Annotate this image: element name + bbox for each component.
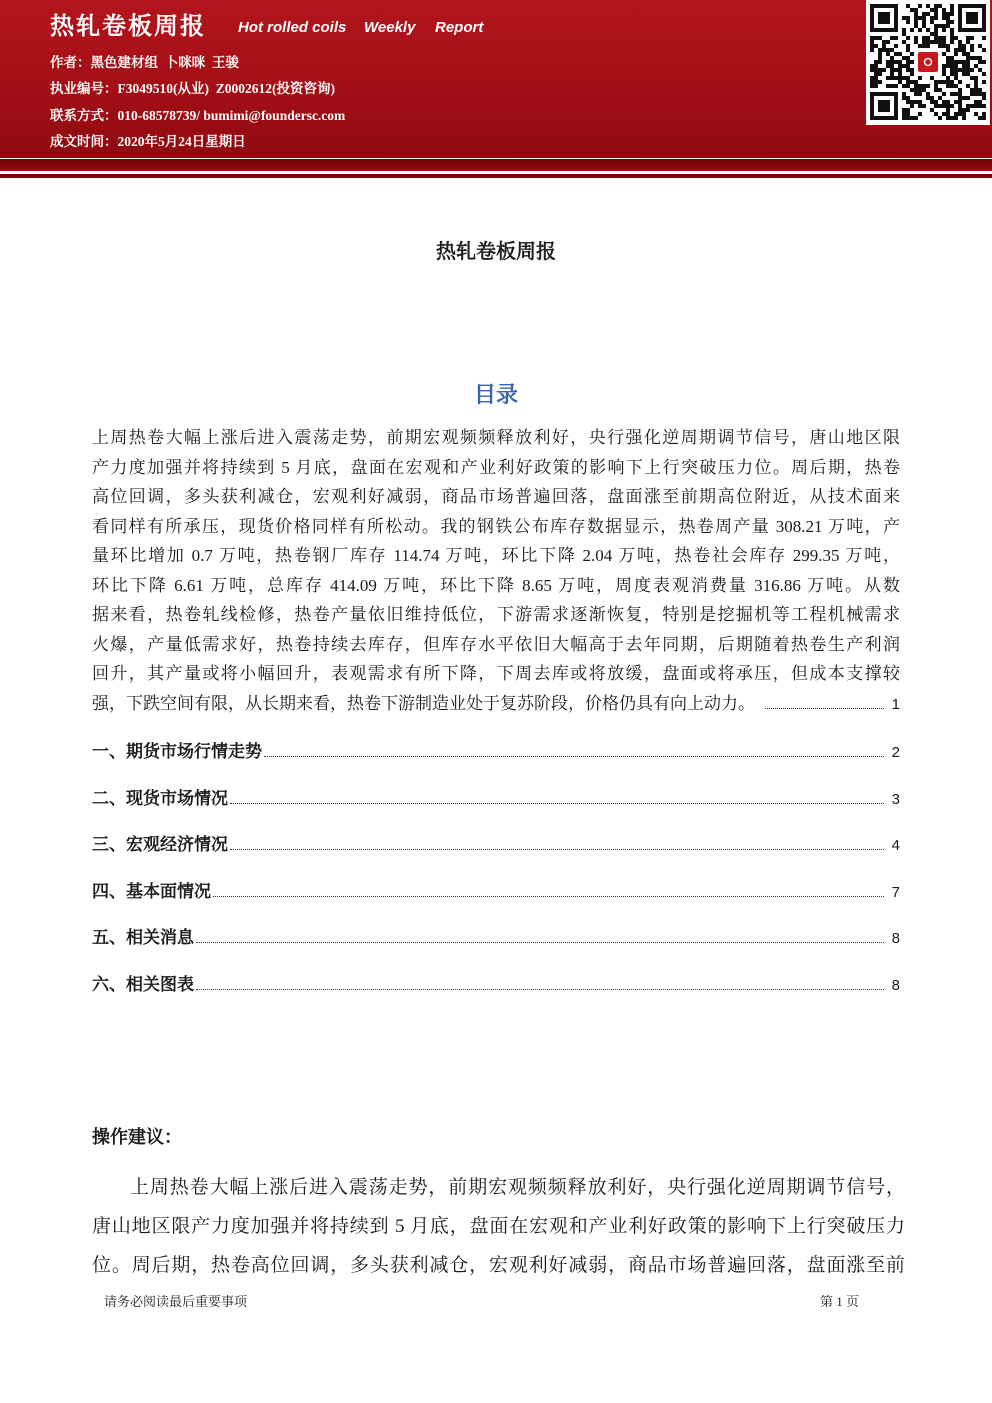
qr-code-image: [870, 4, 986, 120]
date-line: [50, 129, 830, 155]
info-label: 成文时间：: [50, 134, 118, 150]
toc-entry-related-news[interactable]: [92, 915, 900, 962]
dot-leader: [213, 895, 884, 897]
dot-leader: [230, 848, 884, 850]
report-header: [0, 0, 992, 158]
advice-line: 唐山地区限产力度加强并将持续到 5 月底，盘面在宏观和产业利好政策的影响下上行突破压力: [92, 1215, 905, 1237]
toc-entry-label: 三、宏观经济情况: [92, 835, 228, 855]
report-series-title: 热轧卷板周报: [50, 13, 206, 40]
info-label: 作者：: [50, 55, 91, 70]
toc-summary-line: 上周热卷大幅上涨后进入震荡走势，前期宏观频频释放利好，央行强化逆周期调节信号，唐山地区限: [92, 428, 900, 447]
dot-leader: [230, 802, 884, 804]
footer-disclaimer-notice: 请务必阅读最后重要事项: [104, 1294, 248, 1309]
toc-summary-line: 看同样有所承压，现货价格同样有所松动。我的钢铁公布库存数据显示，热卷周产量 308.21 万吨，产: [92, 516, 900, 536]
toc-entry-label: 五、相关消息: [92, 928, 194, 948]
toc-page-number: 2: [891, 744, 900, 761]
qr-logo-icon: [918, 52, 938, 72]
document-title: 热轧卷板周报: [436, 241, 556, 263]
toc-summary-line: 环比下降 6.61 万吨，总库存 414.09 万吨，环比下降 8.65 万吨，周度表观消费量 316.86 万吨。从数: [92, 575, 900, 595]
advice-line: 位。周后期，热卷高位回调，多头获利减仓，宏观利好减弱，商品市场普遍回落，盘面涨至前: [92, 1254, 905, 1276]
info-value: 010-68578739/ bumimi@foundersc.com: [117, 107, 346, 123]
toc-entry-macro-economy[interactable]: [92, 822, 900, 869]
toc-summary-line: 高位回调，多头获利减仓，宏观利好减弱，商品市场普遍回落，盘面涨至前期高位附近，从技术面来: [92, 487, 900, 506]
toc-entry-futures-market[interactable]: [92, 729, 900, 776]
toc-page-number: 7: [891, 883, 900, 901]
dot-leader: [765, 707, 884, 709]
toc-summary-last-line: [92, 689, 900, 719]
english-subtitle-part: Report: [435, 19, 484, 36]
toc-summary-line: 强，下跌空间有限，从长期来看，热卷下游制造业处于复苏阶段，价格仍具有向上动力。: [92, 693, 755, 713]
toc-list: [92, 729, 900, 1009]
toc-entry-related-charts[interactable]: [92, 962, 900, 1009]
toc-summary-line: 据来看，热卷轧线检修，热卷产量依旧维持低位，下游需求逐渐恢复，特别是挖掘机等工程机械需求: [92, 605, 900, 624]
license-line: [50, 76, 830, 102]
toc-entry-label: 六、相关图表: [92, 974, 194, 994]
info-value: F3049510(从业) Z0002612(投资咨询): [117, 81, 335, 97]
info-label: 执业编号：: [50, 81, 118, 97]
toc-entry-spot-market[interactable]: [92, 776, 900, 823]
dot-leader: [196, 988, 884, 990]
header-divider-band: [0, 159, 992, 171]
advice-heading: 操作建议：: [92, 1127, 182, 1147]
toc-page-number: 1: [891, 695, 900, 713]
advice-paragraph: [92, 1168, 905, 1285]
toc-summary-line: 回升，其产量或将小幅回升，表观需求有所下降，下周去库或将放缓，盘面或将承压，但成本支撑较: [92, 664, 900, 683]
qr-finder-pattern: [958, 4, 986, 32]
toc-summary-line: 量环比增加 0.7 万吨，热卷钢厂库存 114.74 万吨，环比下降 2.04 万吨，热卷社会库存 299.35 万吨，: [92, 546, 900, 565]
toc-summary-entry[interactable]: [92, 423, 900, 718]
footer-page-number: 第 1 页: [820, 1294, 860, 1309]
toc-page-number: 3: [891, 790, 900, 808]
dot-leader: [264, 755, 884, 757]
qr-finder-pattern: [870, 92, 898, 120]
info-value: 2020年5月24日星期日: [117, 134, 246, 150]
contact-line: [50, 103, 830, 129]
toc-heading: 目录: [473, 382, 518, 407]
qr-finder-pattern: [870, 4, 898, 32]
toc-page-number: 8: [891, 930, 900, 948]
toc-entry-label: 四、基本面情况: [92, 881, 211, 901]
info-label: 联系方式：: [50, 107, 118, 123]
dot-leader: [196, 941, 884, 943]
toc-page-number: 8: [891, 976, 900, 994]
english-subtitle-part: Weekly: [364, 19, 416, 36]
english-subtitle-part: Hot rolled coils: [238, 19, 347, 36]
header-divider-line: [0, 174, 992, 178]
advice-line: 上周热卷大幅上涨后进入震荡走势，前期宏观频频释放利好，央行强化逆周期调节信号，: [130, 1176, 905, 1198]
info-value: 黑色建材组 卜咪咪 王骏: [90, 55, 239, 70]
toc-summary-line: 产力度加强并将持续到 5 月底，盘面在宏观和产业利好政策的影响下上行突破压力位。周后期，热卷: [92, 457, 900, 477]
qr-code: [866, 0, 990, 125]
author-info: [50, 50, 830, 156]
toc-entry-label: 一、期货市场行情走势: [92, 742, 262, 761]
toc-summary-line: 火爆，产量低需求好，热卷持续去库存，但库存水平依旧大幅高于去年同期，后期随着热卷生产利润: [92, 634, 900, 654]
toc-page-number: 4: [891, 837, 900, 855]
toc-entry-fundamentals[interactable]: [92, 869, 900, 916]
author-line: [50, 50, 830, 76]
toc-entry-label: 二、现货市场情况: [92, 788, 228, 808]
